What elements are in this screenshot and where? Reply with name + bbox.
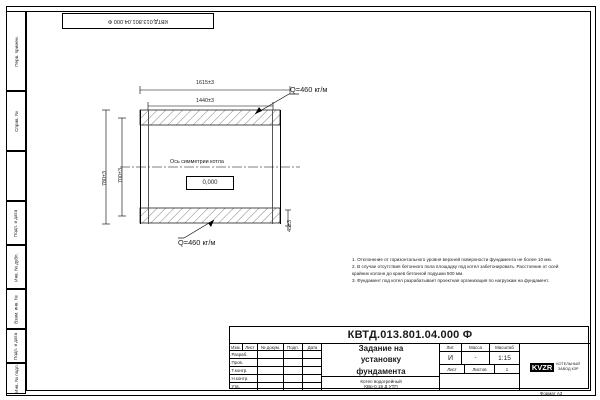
drawing-name-line-3: фундамента bbox=[356, 366, 406, 376]
load-label-top: Q=460 кг/м bbox=[290, 85, 328, 94]
symmetry-axis-label: Ось симметрии котла bbox=[170, 159, 224, 165]
rev-col-izm: Изм. bbox=[230, 344, 243, 351]
load-label-bottom: Q=460 кг/м bbox=[178, 238, 216, 247]
lit-value: И bbox=[440, 352, 462, 365]
company-line-1: КОТЕЛЬНЫЙ bbox=[556, 362, 581, 367]
rev-cell-doc-1 bbox=[258, 351, 284, 359]
drawing-name-line-1: Задание на bbox=[358, 343, 404, 353]
rev-cell-podp-2 bbox=[284, 359, 303, 367]
dimension-right-small-label: 45±3 bbox=[287, 220, 293, 232]
company-logo: KVZR bbox=[531, 362, 553, 372]
dimension-top-inner-label: 1440±3 bbox=[196, 98, 214, 104]
rev-cell-podp-4 bbox=[284, 375, 303, 383]
note-3: 3. Фундамент под котел разрабатывает проектная организация по нагрузкам на фундамент. bbox=[352, 278, 550, 284]
product-line-1: Котел водогрейный bbox=[360, 378, 402, 384]
rev-col-data: Дата bbox=[303, 344, 322, 351]
role-nkontr: Н.контр. bbox=[230, 375, 258, 383]
sheet-label: Лист bbox=[440, 365, 465, 374]
rev-cell-doc-3 bbox=[258, 367, 284, 375]
technical-notes bbox=[352, 256, 567, 284]
title-block bbox=[229, 326, 589, 389]
rev-cell-doc-4 bbox=[258, 375, 284, 383]
rev-cell-data-3 bbox=[303, 367, 322, 375]
sheets-label: Листов bbox=[465, 365, 495, 374]
top-designation-box: КВТД.013.801.04.000 Ф bbox=[62, 13, 214, 29]
role-tkontr: Т.контр. bbox=[230, 367, 258, 375]
rev-cell-data-4 bbox=[303, 375, 322, 383]
rev-cell-doc-5 bbox=[258, 383, 284, 390]
lit-mass-scale-block bbox=[440, 344, 590, 390]
rev-col-podp: Подп. bbox=[284, 344, 303, 351]
role-utv: Утв. bbox=[230, 383, 258, 390]
mass-header: Масса bbox=[462, 344, 490, 352]
drawing-name-block bbox=[322, 344, 440, 390]
margin-cell-0: Перв. примен. bbox=[6, 11, 26, 91]
margin-cell-4: Взам. инв. № bbox=[6, 289, 26, 329]
role-razrab: Разраб. bbox=[230, 351, 258, 359]
product-cell bbox=[322, 377, 440, 390]
revision-table bbox=[230, 344, 322, 390]
dimension-left-outer bbox=[98, 104, 112, 230]
load-leader-top bbox=[255, 92, 301, 116]
margin-cell-6: Инв. № подл. bbox=[6, 363, 26, 394]
drawing-name-line-2: установку bbox=[360, 355, 402, 365]
dimension-top-outer-label: 1615±3 bbox=[196, 80, 214, 86]
mass-value: - bbox=[462, 352, 490, 365]
margin-cell-5: Подп. и дата bbox=[6, 329, 26, 363]
rev-col-list: Лист bbox=[243, 344, 258, 351]
rev-cell-data-5 bbox=[303, 383, 322, 390]
rev-cell-data-2 bbox=[303, 359, 322, 367]
company-block bbox=[520, 344, 590, 390]
note-1: 1. Отклонение от горизонтального уровня верхней поверхности фундамента не более 10 мм. bbox=[352, 257, 552, 262]
drawing-name-cell bbox=[322, 344, 440, 377]
symmetry-axis-line bbox=[120, 166, 300, 168]
rev-cell-data-1 bbox=[303, 351, 322, 359]
rev-cell-doc-2 bbox=[258, 359, 284, 367]
sheet-blank-cell bbox=[440, 374, 520, 390]
margin-cell-spacer bbox=[6, 151, 26, 201]
margin-cell-2: Подп. и дата bbox=[6, 201, 26, 245]
sheets-value: 1 bbox=[495, 365, 520, 374]
scale-value: 1:15 bbox=[490, 352, 520, 365]
margin-cell-1: Справ. № bbox=[6, 91, 26, 151]
rev-cell-podp-1 bbox=[284, 351, 303, 359]
lit-header: Лит. bbox=[440, 344, 462, 352]
rev-cell-podp-3 bbox=[284, 367, 303, 375]
company-line-2: ЗАВОД КЗР bbox=[557, 367, 579, 371]
title-designation-cell: КВТД.013.801.04.000 Ф bbox=[230, 327, 590, 344]
note-2: 2. В случае отсутствия бетонного пола площадку под котел забетонировать. Расстояние от осей крайних колонн до краев бетонной подушки 500 мм. bbox=[352, 264, 559, 277]
rev-col-doc: № докум. bbox=[258, 344, 284, 351]
zero-level-box: 0,000 bbox=[186, 176, 234, 190]
margin-cell-3: Инв. № дубл. bbox=[6, 245, 26, 289]
rev-cell-podp-5 bbox=[284, 383, 303, 390]
dimension-left-outer-label: 780±3 bbox=[102, 171, 108, 186]
format-label: Формат А3 bbox=[540, 391, 563, 396]
dimension-left-inner-label: 700±3 bbox=[118, 168, 124, 183]
role-prov: Пров. bbox=[230, 359, 258, 367]
product-line-2: КВр-0,15 Д УТП bbox=[364, 383, 398, 389]
dimension-left-inner bbox=[114, 112, 128, 222]
scale-header: Масштаб bbox=[490, 344, 520, 352]
